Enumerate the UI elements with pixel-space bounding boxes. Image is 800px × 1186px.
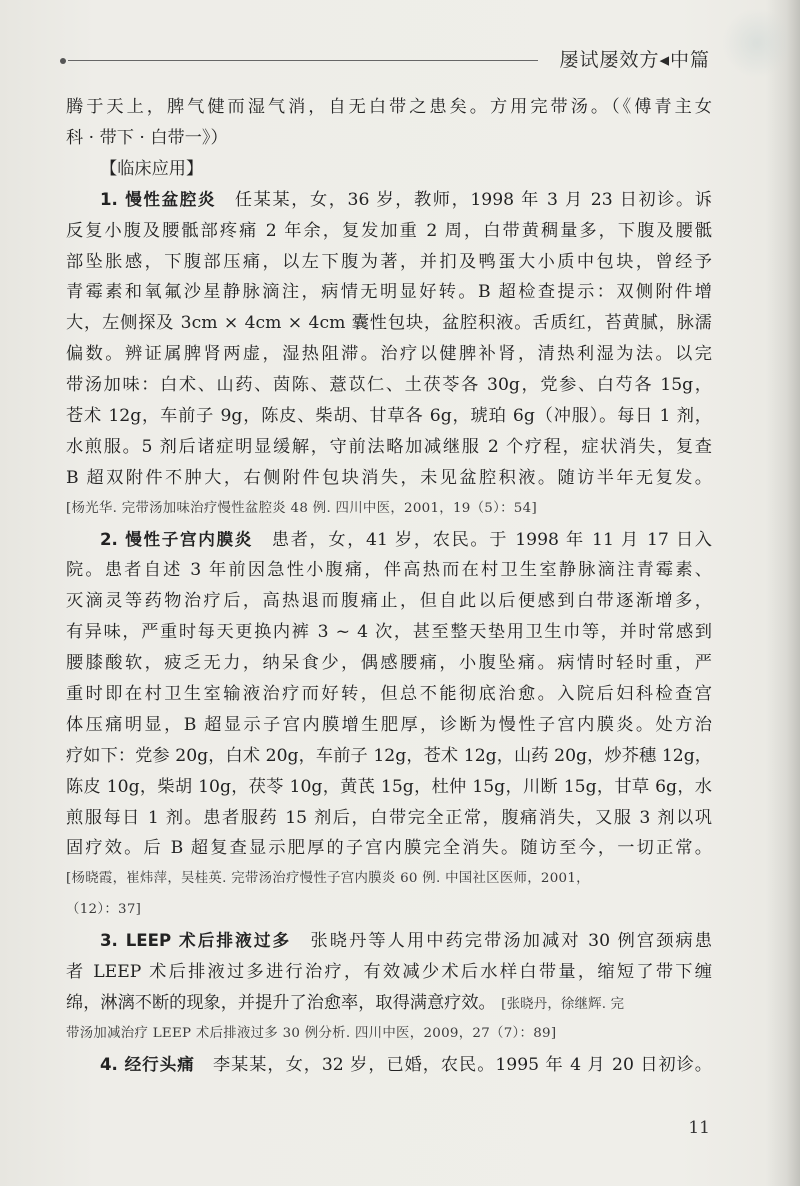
- case1-line: 反复小腹及腰骶部疼痛 2 年余，复发加重 2 周，白带黄稠量多，下腹及腰骶: [66, 220, 712, 241]
- case1-line: 大，左侧探及 3cm × 4cm × 4cm 囊性包块，盆腔积液。舌质红，苔黄腻，脉濡: [66, 313, 712, 334]
- case3-reference-tail: 带汤加减治疗 LEEP 术后排液过多 30 例分析. 四川中医，2009，27（7）：89]: [66, 1025, 557, 1041]
- case3-first-line: [66, 926, 712, 957]
- case3-reference-start: [张晓丹，徐继辉. 完: [501, 996, 625, 1012]
- header-rule: [68, 60, 538, 61]
- case2-line: 煎服每日 1 剂。患者服药 15 剂后，白带完全正常，腹痛消失，又服 3 剂以巩: [66, 807, 712, 828]
- case1-first-line: [66, 185, 712, 216]
- case1-reference: [杨光华. 完带汤加味治疗慢性盆腔炎 48 例. 四川中医，2001，19（5）：54]: [66, 500, 537, 516]
- case1-first-text: 任某某，女，36 岁，教师，1998 年 3 月 23 日初诊。诉: [234, 189, 712, 210]
- case3-title: 3. LEEP 术后排液过多: [100, 931, 292, 951]
- page-spine-shadow: [766, 0, 800, 1186]
- case2-title: 2. 慢性子宫内膜炎: [100, 529, 254, 549]
- case1-line: B 超双附件不肿大，右侧附件包块消失，未见盆腔积液。随访半年无复发。: [66, 467, 712, 488]
- case2-reference-line-2: （12）：37]: [66, 902, 142, 918]
- running-header: [60, 44, 710, 74]
- case1-line: 水煎服。5 剂后诸症明显缓解，守前法略加减继服 2 个疗程，症状消失，复查: [66, 436, 712, 457]
- case2-line: 重时即在村卫生室输液治疗而好转，但总不能彻底治愈。入院后妇科检查宫: [66, 684, 712, 705]
- case1-line: 苍术 12g，车前子 9g，陈皮、柴胡、甘草各 6g，琥珀 6g（冲服）。每日 1 剂，: [66, 406, 712, 427]
- body-text: [66, 92, 712, 1081]
- case2-line: 院。患者自述 3 年前因急性小腹痛，伴高热而在村卫生室静脉滴注青霉素、: [66, 560, 712, 581]
- case2-line: 灭滴灵等药物治疗后，高热退而腹痛止，但自此以后便感到白带逐渐增多，: [66, 591, 712, 612]
- corner-stain: [722, 8, 792, 78]
- case2-line: 有异味，严重时每天更换内裤 3 ~ 4 次，甚至整天垫用卫生巾等，并时常感到: [66, 622, 712, 643]
- case1-line: 偏数。辨证属脾肾两虚，湿热阻滞。治疗以健脾补肾，清热利湿为法。以完: [66, 344, 712, 365]
- case3-line: 者 LEEP 术后排液过多进行治疗，有效减少术后水样白带量，缩短了带下缠: [66, 962, 712, 983]
- case2-line: 体压痛明显，B 超显示子宫内膜增生肥厚，诊断为慢性子宫内膜炎。处方治: [66, 714, 712, 735]
- case2-first-line: [66, 525, 712, 556]
- case1-line: 带汤加味：白术、山药、茵陈、薏苡仁、土茯苓各 30g，党参、白芍各 15g，: [66, 375, 712, 396]
- case2-reference-line-1: [杨晓霞，崔炜萍，吴桂英. 完带汤治疗慢性子宫内膜炎 60 例. 中国社区医师，2001，: [66, 871, 590, 887]
- case4-first-line: [66, 1050, 712, 1081]
- intro-line-2: 科 · 带下 · 白带一》）: [66, 127, 228, 148]
- page-number: 11: [688, 1118, 710, 1138]
- case3-line-text: 绵，淋漓不断的现象，并提升了治愈率，取得满意疗效。: [66, 992, 496, 1013]
- case2-line: 腰膝酸软，疲乏无力，纳呆食少，偶感腰痛，小腹坠痛。病情时轻时重，严: [66, 653, 712, 674]
- case2-line: 陈皮 10g，柴胡 10g，茯苓 10g，黄芪 15g，杜仲 15g，川断 15g，甘草 6g，水: [66, 776, 712, 797]
- case3-first-text: 张晓丹等人用中药完带汤加减对 30 例宫颈病患: [310, 931, 712, 952]
- case2-line: 固疗效。后 B 超复查显示肥厚的子宫内膜完全消失。随访至今，一切正常。: [66, 838, 712, 859]
- case1-line: 青霉素和氧氟沙星静脉滴注，病情无明显好转。B 超检查提示：双侧附件增: [66, 282, 712, 303]
- section-heading: 【临床应用】: [100, 158, 204, 179]
- case1-line: 部坠胀感，下腹部压痛，以左下腹为著，并扪及鸭蛋大小质中包块，曾经予: [66, 251, 712, 272]
- case4-title: 4. 经行头痛: [100, 1054, 195, 1074]
- case1-title: 1. 慢性盆腔炎: [100, 189, 217, 209]
- case2-first-text: 患者，女，41 岁，农民。于 1998 年 11 月 17 日入: [271, 529, 712, 550]
- case2-line: 疗如下：党参 20g，白术 20g，车前子 12g，苍术 12g，山药 20g，炒芥穗 12g，: [66, 745, 712, 766]
- case4-first-text: 李某某，女，32 岁，已婚，农民。1995 年 4 月 20 日初诊。: [212, 1054, 712, 1075]
- intro-line-1: 腾于天上，脾气健而湿气消，自无白带之患矣。方用完带汤。（《傅青主女: [66, 97, 712, 117]
- header-title: 屡试屡效方◂中篇: [559, 49, 710, 71]
- case3-line-with-ref: [66, 988, 712, 1019]
- header-dot: [60, 58, 66, 64]
